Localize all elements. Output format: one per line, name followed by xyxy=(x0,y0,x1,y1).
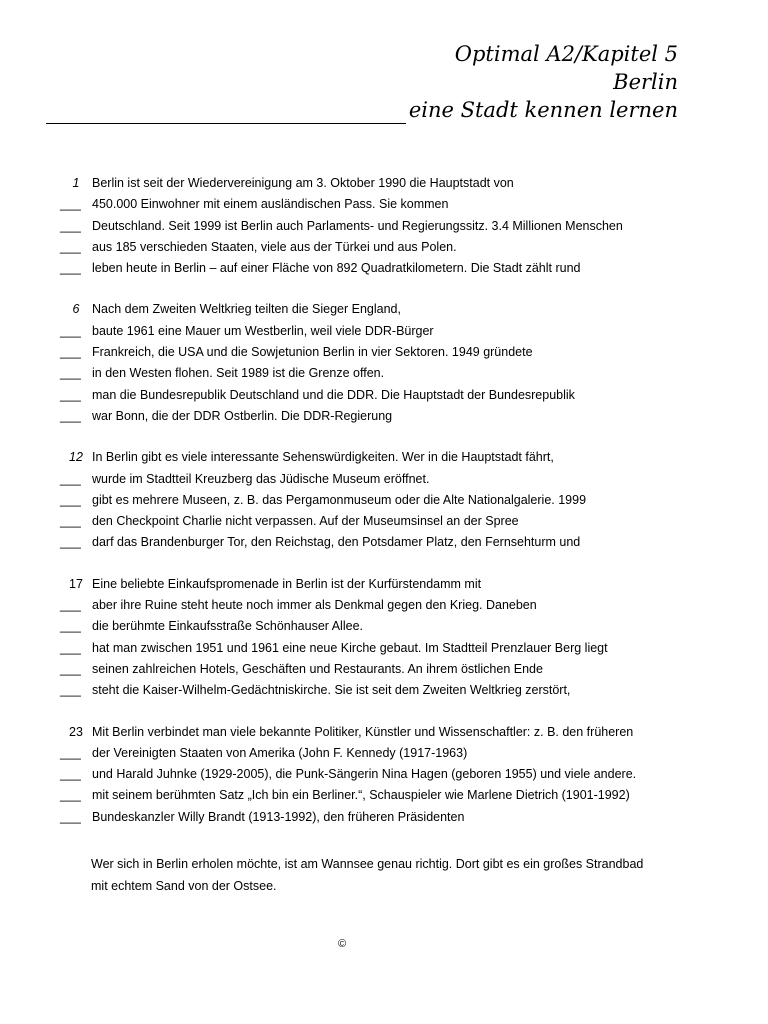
exercise-line xyxy=(60,388,710,409)
exercise-line xyxy=(60,366,710,387)
answer-blank[interactable]: ___ xyxy=(60,408,81,423)
line-text: aber ihre Ruine steht heute noch immer als Denkmal gegen den Krieg. Daneben xyxy=(92,598,537,613)
answer-blank[interactable]: ___ xyxy=(60,661,81,676)
exercise-line xyxy=(60,662,710,683)
line-text: steht die Kaiser-Wilhelm-Gedächtniskirche. Sie ist seit dem Zweiten Weltkrieg zerstört, xyxy=(92,683,571,698)
line-text: die berühmte Einkaufsstraße Schönhauser Allee. xyxy=(92,619,363,634)
exercise-line xyxy=(60,641,710,662)
line-text: mit seinem berühmten Satz „Ich bin ein Berliner.“, Schauspieler wie Marlene Dietrich (1901-1992) xyxy=(92,788,630,803)
line-text: war Bonn, die der DDR Ostberlin. Die DDR-Regierung xyxy=(92,408,393,423)
answer-blank[interactable]: ___ xyxy=(60,261,81,276)
answer-blank[interactable]: ___ xyxy=(60,387,81,402)
exercise-line xyxy=(60,746,710,767)
line-text: gibt es mehrere Museen, z. B. das Pergamonmuseum oder die Alte Nationalgalerie. 1999 xyxy=(92,492,587,507)
line-text: Deutschland. Seit 1999 ist Berlin auch Parlaments- und Regierungssitz. 3.4 Millionen Menschen xyxy=(92,218,623,233)
exercise-line xyxy=(60,240,710,261)
answer-blank[interactable]: ___ xyxy=(60,619,81,634)
exercise-line xyxy=(60,810,710,831)
exercise-block xyxy=(60,302,710,430)
exercise-line xyxy=(60,197,710,218)
line-number: 17 xyxy=(69,576,83,591)
line-text: leben heute in Berlin – auf einer Fläche von 892 Quadratkilometern. Die Stadt zählt rund xyxy=(92,261,581,276)
answer-blank[interactable]: ___ xyxy=(60,514,81,529)
line-text: der Vereinigten Staaten von Amerika (John F. Kennedy (1917-1963) xyxy=(92,745,468,760)
line-text: aus 185 verschieden Staaten, viele aus der Türkei und aus Polen. xyxy=(92,239,457,254)
header-course-title: Optimal A2/Kapitel 5 xyxy=(454,42,678,66)
exercise-line xyxy=(60,261,710,282)
exercise-line xyxy=(60,619,710,640)
line-text: Eine beliebte Einkaufspromenade in Berlin ist der Kurfürstendamm mit xyxy=(92,576,482,591)
exercise-line xyxy=(60,535,710,556)
name-blank-line xyxy=(46,103,406,124)
line-text: und Harald Juhnke (1929-2005), die Punk-Sängerin Nina Hagen (geboren 1955) und viele andere. xyxy=(92,767,637,782)
exercise-line xyxy=(60,514,710,535)
line-text: 450.000 Einwohner mit einem ausländischen Pass. Sie kommen xyxy=(92,197,449,212)
document-header xyxy=(46,40,678,124)
exercise-line xyxy=(60,472,710,493)
closing-line-2: mit echtem Sand von der Ostsee. xyxy=(91,879,277,893)
line-text: hat man zwischen 1951 und 1961 eine neue Kirche gebaut. Im Stadtteil Prenzlauer Berg liegt xyxy=(92,640,608,655)
line-text: In Berlin gibt es viele interessante Sehenswürdigkeiten. Wer in die Hauptstadt fährt, xyxy=(92,450,554,465)
answer-blank[interactable]: ___ xyxy=(60,809,81,824)
exercise-line xyxy=(60,219,710,240)
line-text: baute 1961 eine Mauer um Westberlin, weil viele DDR-Bürger xyxy=(92,323,434,338)
exercise-line xyxy=(60,450,710,471)
header-subtitle: eine Stadt kennen lernen xyxy=(408,98,678,122)
answer-blank[interactable]: ___ xyxy=(60,345,81,360)
exercise-block xyxy=(60,725,710,831)
answer-blank[interactable]: ___ xyxy=(60,598,81,613)
line-number: 23 xyxy=(69,724,83,739)
closing-line-1: Wer sich in Berlin erholen möchte, ist am Wannsee genau richtig. Dort gibt es ein großes Strandbad xyxy=(91,857,644,871)
line-text: Bundeskanzler Willy Brandt (1913-1992), den früheren Präsidenten xyxy=(92,809,465,824)
answer-blank[interactable]: ___ xyxy=(60,683,81,698)
exercise-text xyxy=(60,176,710,851)
exercise-block xyxy=(60,176,710,282)
line-number: 6 xyxy=(72,302,80,317)
answer-blank[interactable]: ___ xyxy=(60,218,81,233)
line-text: wurde im Stadtteil Kreuzberg das Jüdische Museum eröffnet. xyxy=(92,471,430,486)
line-text: man die Bundesrepublik Deutschland und die DDR. Die Hauptstadt der Bundesrepublik xyxy=(92,387,575,402)
exercise-line xyxy=(60,683,710,704)
closing-paragraph xyxy=(91,853,643,897)
line-text: Nach dem Zweiten Weltkrieg teilten die Sieger England, xyxy=(92,302,401,317)
exercise-line xyxy=(60,725,710,746)
header-topic: Berlin xyxy=(613,70,678,94)
line-text: in den Westen flohen. Seit 1989 ist die Grenze offen. xyxy=(92,366,385,381)
answer-blank[interactable]: ___ xyxy=(60,323,81,338)
line-number: 1 xyxy=(72,176,80,190)
answer-blank[interactable]: ___ xyxy=(60,239,81,254)
line-text: den Checkpoint Charlie nicht verpassen. Auf der Museumsinsel an der Spree xyxy=(92,514,519,529)
exercise-block xyxy=(60,577,710,705)
line-text: Mit Berlin verbindet man viele bekannte Politiker, Künstler und Wissenschaftler: z. B. den früheren xyxy=(92,724,634,739)
exercise-line xyxy=(60,345,710,366)
exercise-line xyxy=(60,302,710,323)
line-text: Berlin ist seit der Wiedervereinigung am 3. Oktober 1990 die Hauptstadt von xyxy=(92,176,514,190)
exercise-block xyxy=(60,450,710,556)
answer-blank[interactable]: ___ xyxy=(60,535,81,550)
exercise-line xyxy=(60,409,710,430)
answer-blank[interactable]: ___ xyxy=(60,471,81,486)
exercise-line xyxy=(60,577,710,598)
exercise-line xyxy=(60,324,710,345)
answer-blank[interactable]: ___ xyxy=(60,767,81,782)
exercise-line xyxy=(60,598,710,619)
answer-blank[interactable]: ___ xyxy=(60,745,81,760)
copyright-mark: © xyxy=(338,938,347,950)
exercise-line xyxy=(60,176,710,197)
answer-blank[interactable]: ___ xyxy=(60,788,81,803)
answer-blank[interactable]: ___ xyxy=(60,197,81,212)
exercise-line xyxy=(60,767,710,788)
answer-blank[interactable]: ___ xyxy=(60,492,81,507)
line-text: seinen zahlreichen Hotels, Geschäften und Restaurants. An ihrem östlichen Ende xyxy=(92,661,543,676)
answer-blank[interactable]: ___ xyxy=(60,640,81,655)
line-number: 12 xyxy=(69,450,83,465)
header-subtitle-row xyxy=(46,96,678,124)
line-text: darf das Brandenburger Tor, den Reichstag, den Potsdamer Platz, den Fernsehturm und xyxy=(92,535,581,550)
answer-blank[interactable]: ___ xyxy=(60,366,81,381)
exercise-line xyxy=(60,493,710,514)
line-text: Frankreich, die USA und die Sowjetunion Berlin in vier Sektoren. 1949 gründete xyxy=(92,345,533,360)
exercise-line xyxy=(60,788,710,809)
